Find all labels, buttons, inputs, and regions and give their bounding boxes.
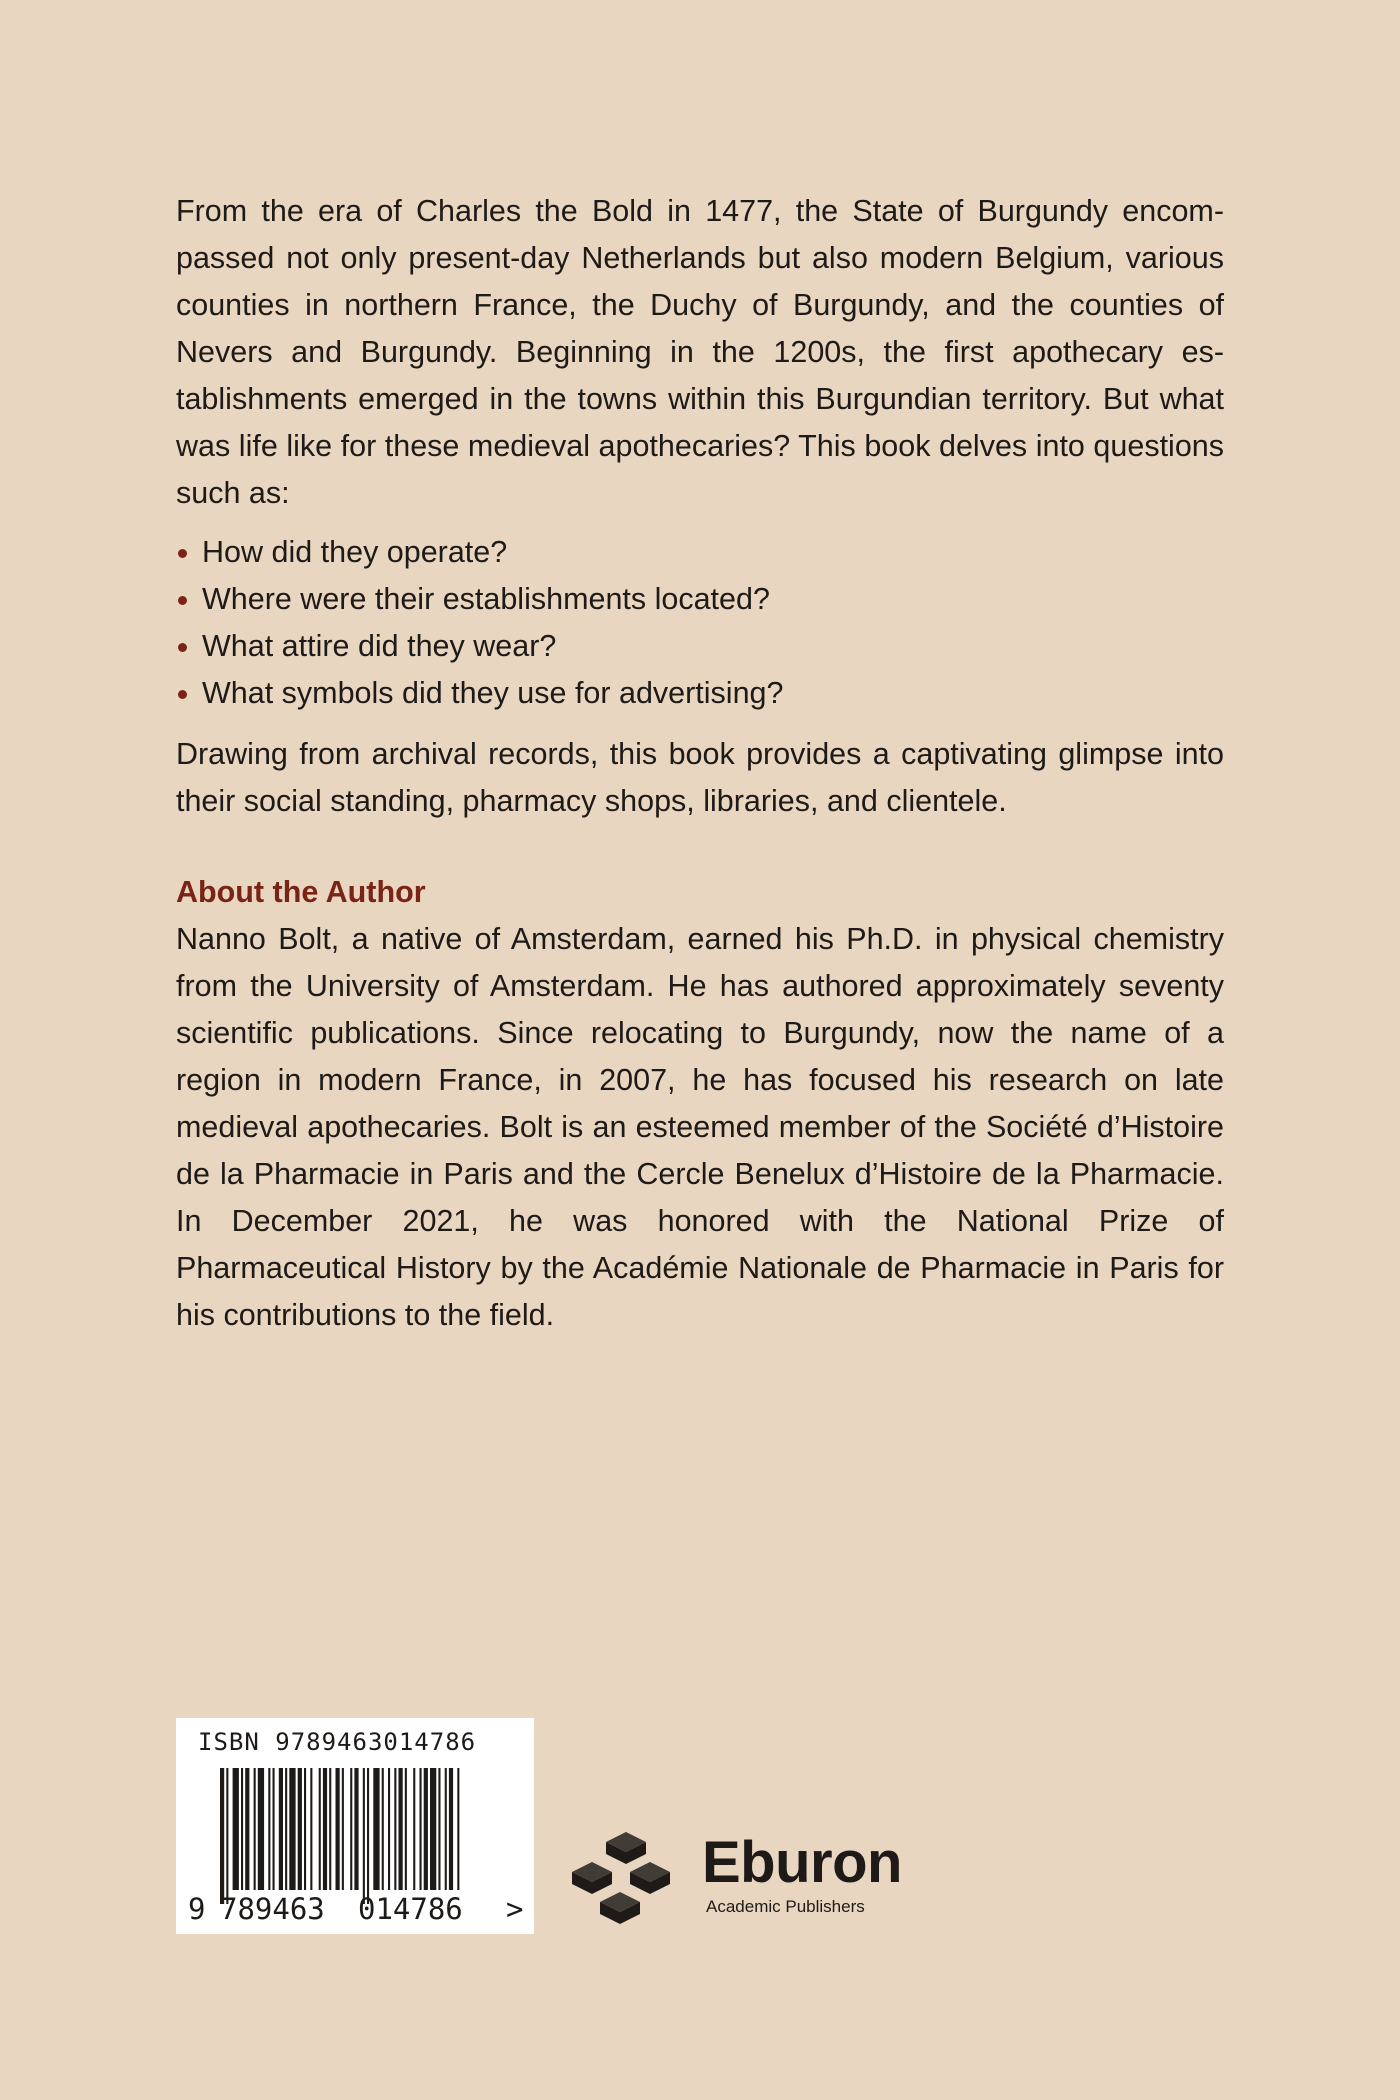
bullet-icon [178, 643, 187, 652]
barcode-bar [329, 1768, 331, 1890]
summary-paragraph: Drawing from archival records, this book provides a captivating glimpse into their social standing, pharmacy shops, libraries, and clientele. [176, 737, 1224, 818]
barcode-bar [304, 1768, 306, 1890]
bullet-icon [178, 596, 187, 605]
barcode-bar [279, 1768, 283, 1890]
barcode-bar [319, 1768, 321, 1890]
barcode-bar [457, 1768, 459, 1890]
barcode-bar [430, 1768, 436, 1890]
barcode-bar [388, 1768, 390, 1890]
list-item: Where were their establishments located? [176, 576, 1224, 623]
barcode-bar [245, 1768, 249, 1890]
barcode-bar [367, 1768, 369, 1904]
intro-paragraph: From the era of Charles the Bold in 1477, the State of Burgundy encompassed not only present-day Netherlands but also modern Belgium, various counties in northern France, the Duchy of Burgundy, and the counties of Nevers and Burgundy. Beginning in the 1200s, the first apothecary establishments emerged in the towns within this Burgundian territory. But what was life like for these medieval apothecaries? This book delves into questions such as: [176, 194, 1224, 510]
barcode-bar [373, 1768, 379, 1890]
back-cover-text [176, 188, 1224, 1339]
barcode-bar [438, 1768, 440, 1890]
barcode-bar [382, 1768, 384, 1890]
barcode-bar [226, 1768, 228, 1904]
barcode-bar [273, 1768, 275, 1890]
barcode-bar [336, 1768, 340, 1890]
barcode-bar [220, 1768, 224, 1904]
barcode-bar [268, 1768, 270, 1890]
isbn-digit-first: 9 [188, 1892, 206, 1926]
barcode-bar [354, 1768, 358, 1890]
publisher-logo [566, 1828, 906, 1938]
barcode-bar [363, 1768, 365, 1904]
author-heading: About the Author [176, 875, 426, 909]
isbn-digits-right: 014786 [358, 1892, 463, 1926]
publisher-name: Eburon [702, 1830, 902, 1895]
barcode-bar [285, 1768, 287, 1890]
barcode-bar [445, 1768, 447, 1890]
isbn-arrow: > [506, 1892, 524, 1926]
barcode-bar [323, 1768, 327, 1890]
barcode-bar [420, 1768, 422, 1890]
isbn-digits-left: 789463 [220, 1892, 325, 1926]
barcode-bar [342, 1768, 344, 1890]
barcode-bar [298, 1768, 302, 1890]
barcode-bar [413, 1768, 415, 1890]
list-item: How did they operate? [176, 529, 1224, 576]
barcode-bar [405, 1768, 407, 1890]
barcode-bar [449, 1768, 453, 1890]
barcode-bar [258, 1768, 264, 1890]
bullet-icon [178, 549, 187, 558]
barcode-bar [424, 1768, 428, 1890]
stacked-cubes-logo-icon [566, 1828, 686, 1938]
barcode-bar [350, 1768, 352, 1890]
publisher-subtitle: Academic Publishers [706, 1897, 865, 1916]
isbn-label: ISBN 9789463014786 [198, 1728, 477, 1756]
author-bio: Nanno Bolt, a native of Amsterdam, earned his Ph.D. in physical chemistry from the University of Amsterdam. He has authored approximately seventy scientific publications. Since relocating to Burgundy, now the name of a region in modern France, in 2007, he has focused his research on late medieval apothecaries. Bolt is an esteemed member of the Société d’Histoire de la Pharmacie in Paris and the Cercle Benelux d’Histoire de la Pharmacie. In December 2021, he was honored with the National Prize of Pharmaceutical History by the Académie Nationale de Pharmacie in Paris for his contributions to the field. [176, 922, 1224, 1332]
isbn-barcode [176, 1718, 534, 1934]
barcode-bar [241, 1768, 243, 1890]
barcode-bar [254, 1768, 256, 1890]
barcode-bar [394, 1768, 396, 1890]
question-list [176, 529, 1224, 717]
barcode-bar [289, 1768, 295, 1890]
list-item: What symbols did they use for advertising? [176, 670, 1224, 717]
barcode-bar [399, 1768, 403, 1890]
barcode-bar [310, 1768, 312, 1890]
barcode-bar [233, 1768, 239, 1890]
list-item: What attire did they wear? [176, 623, 1224, 670]
bullet-icon [178, 690, 187, 699]
